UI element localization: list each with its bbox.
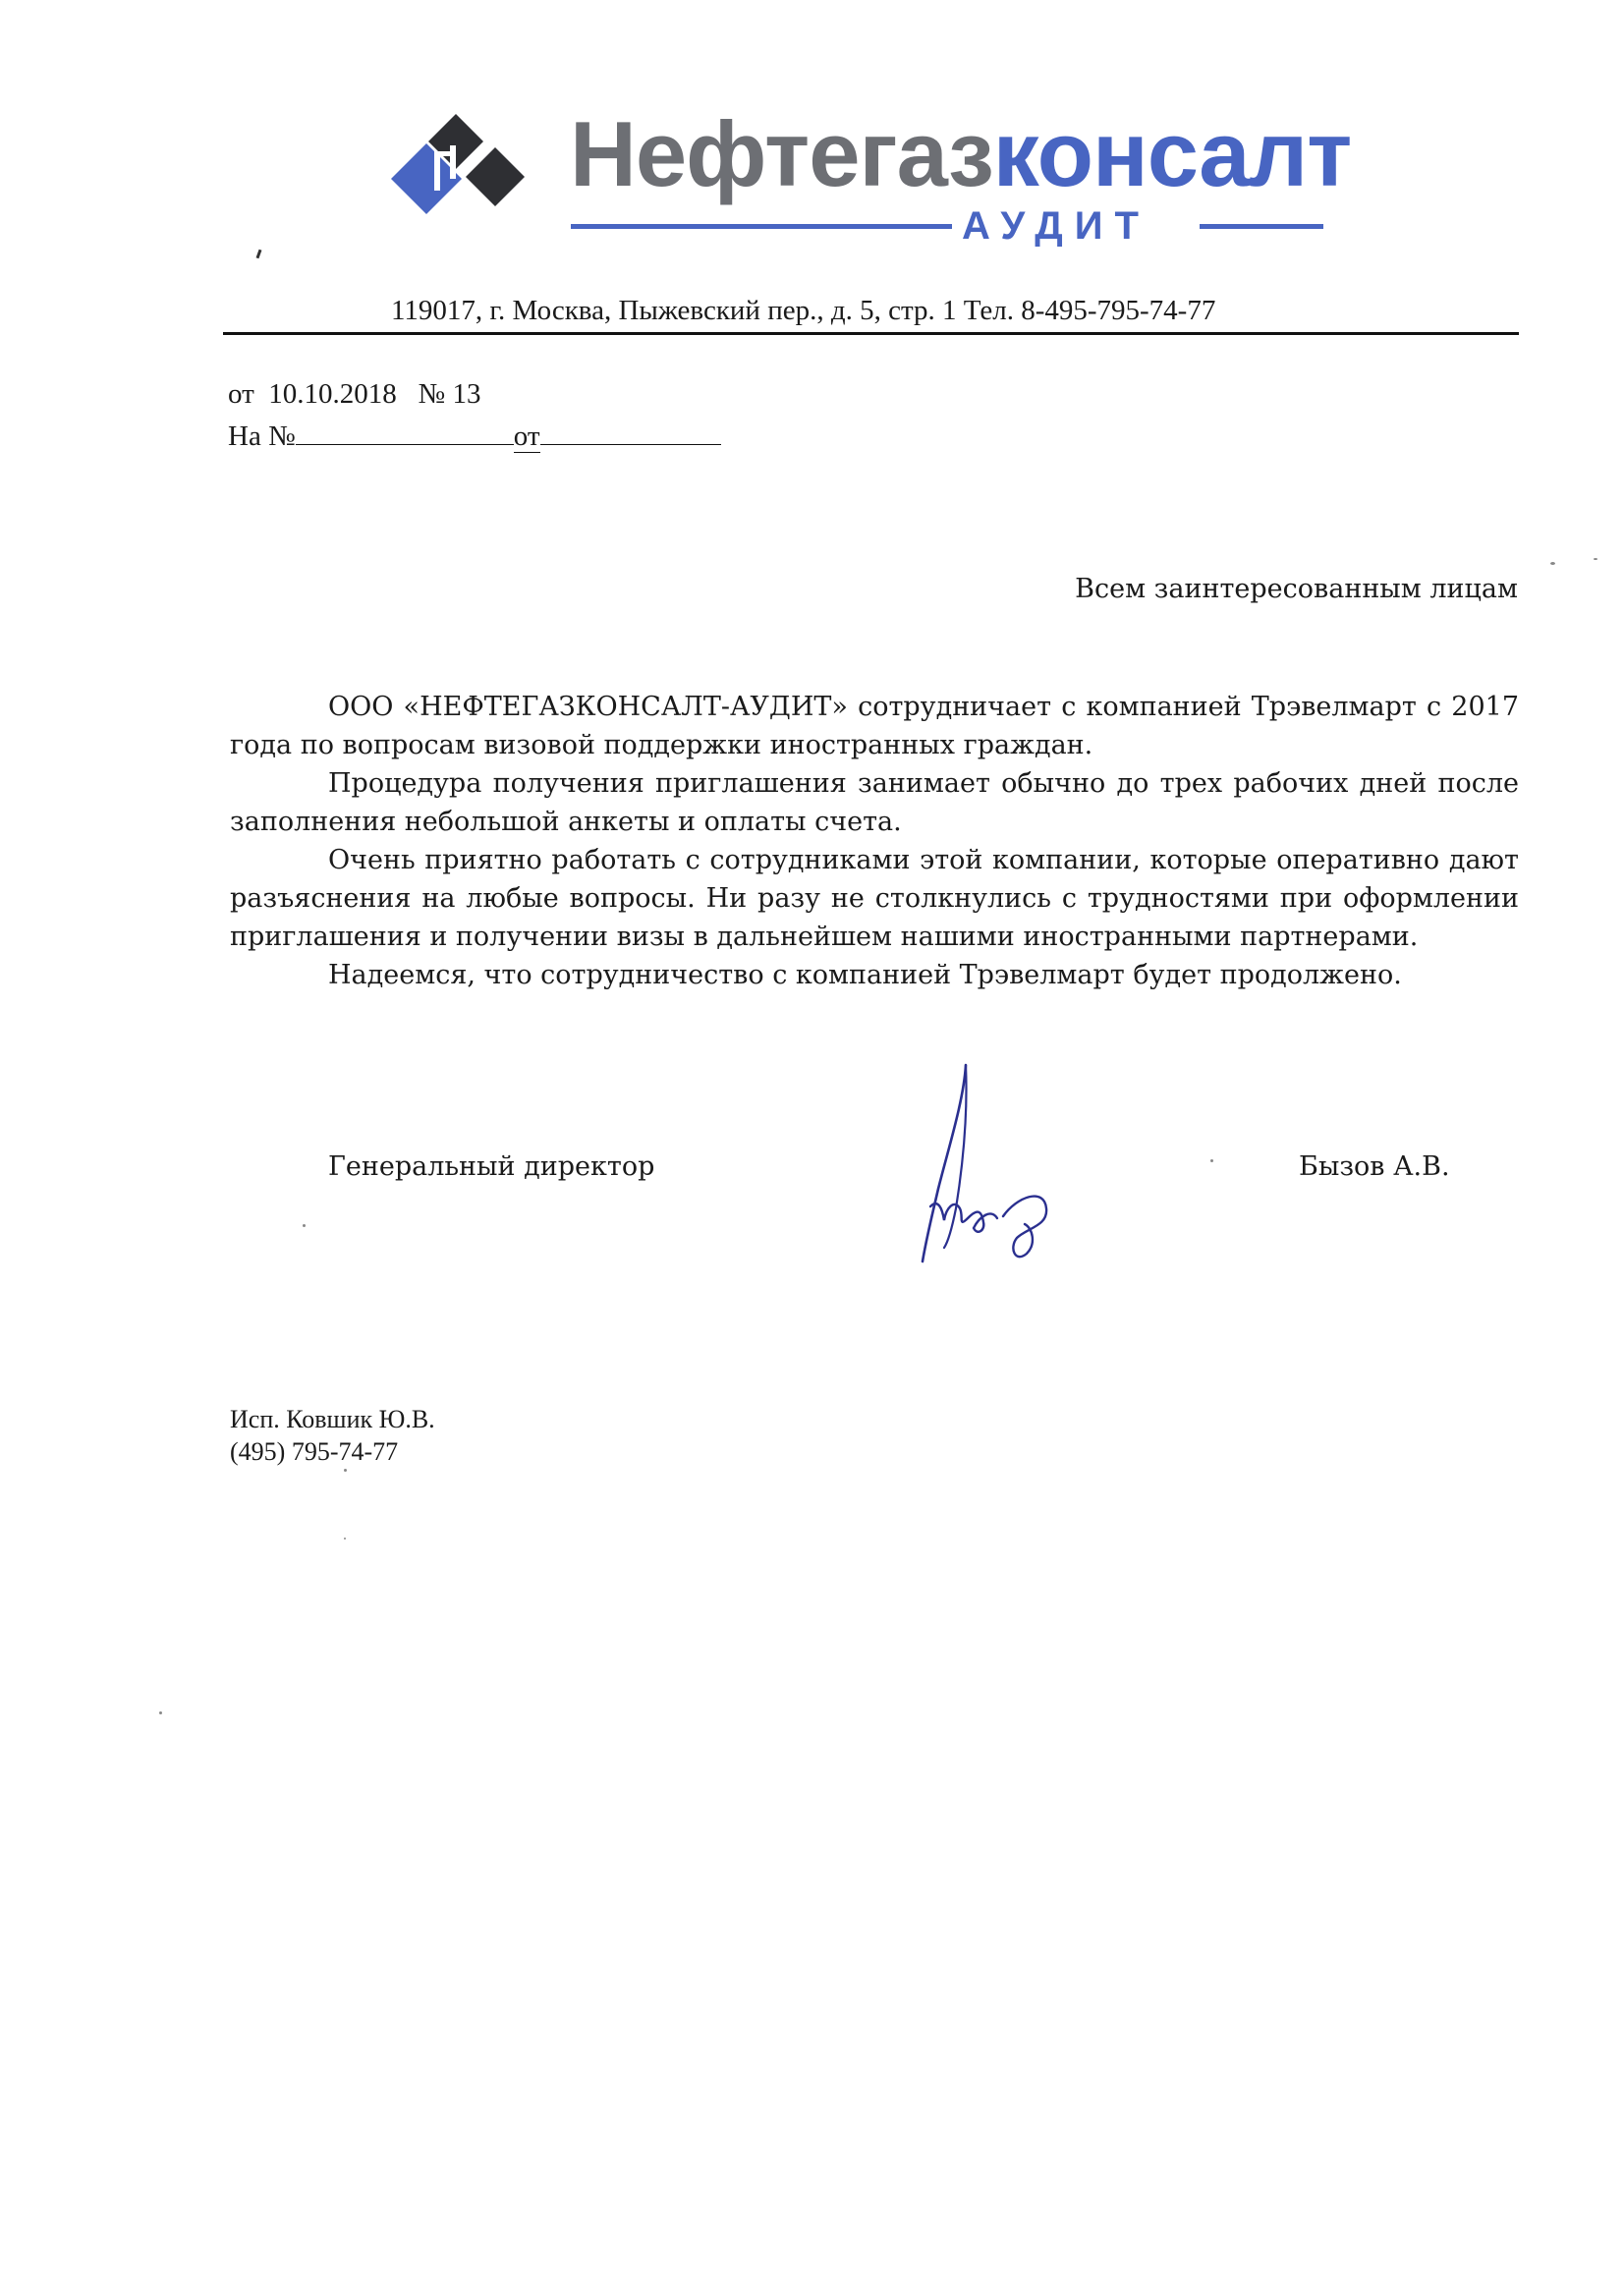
signatory-title: Генеральный директор: [328, 1151, 655, 1182]
letter-body: [230, 688, 1519, 994]
logo-word-part1: Нефтегаз: [570, 102, 993, 205]
logo-subtitle: [571, 204, 1323, 248]
executor-phone: (495) 795-74-77: [230, 1437, 399, 1466]
ref-number-label: №: [418, 378, 446, 410]
scan-mark: [256, 250, 262, 258]
logo-wordmark: [570, 102, 1352, 205]
executor-name: Исп. Ковшик Ю.В.: [230, 1405, 435, 1433]
letterhead-divider: [223, 332, 1519, 335]
reply-number-blank: [296, 420, 514, 445]
body-paragraph: Процедура получения приглашения занимает обычно до трех рабочих дней после заполнения небольшой анкеты и оплаты счета.: [230, 768, 1519, 837]
logo-sub-text: АУДИТ: [962, 204, 1150, 248]
company-logo: [391, 102, 1354, 248]
scan-speck: [1210, 1159, 1213, 1162]
handwritten-signature: [909, 1061, 1066, 1267]
letter-reference: [228, 378, 480, 411]
ref-date: 10.10.2018: [268, 378, 397, 410]
scan-speck: [159, 1711, 162, 1714]
scan-speck: [1550, 562, 1555, 565]
ref-prefix: от: [228, 378, 254, 410]
body-paragraph: Очень приятно работать с сотрудниками этой компании, которые оперативно дают разъяснения на любые вопросы. Ни разу не столкнулись с трудностями при оформлении приглашения и получении визы в дальнейшем нашими иностранными партнерами.: [230, 845, 1519, 952]
addressee: Всем заинтересованным лицам: [1075, 574, 1518, 604]
reply-from-label: от: [513, 420, 540, 452]
signatory-name: Бызов А.В.: [1299, 1151, 1450, 1182]
reply-date-blank: [540, 420, 721, 445]
logo-diamond-mark: [391, 106, 538, 224]
reply-reference: [228, 420, 721, 453]
scan-speck: [344, 1469, 347, 1472]
scan-speck: [344, 1538, 346, 1540]
scan-speck: [1594, 558, 1597, 560]
ref-number: 13: [452, 378, 481, 410]
logo-rule-left: [571, 224, 952, 229]
reply-label: На №: [228, 420, 296, 452]
company-address: 119017, г. Москва, Пыжевский пер., д. 5, стр. 1 Тел. 8-495-795-74-77: [391, 295, 1216, 326]
body-paragraph: ООО «НЕФТЕГАЗКОНСАЛТ-АУДИТ» сотрудничает с компанией Трэвелмарт с 2017 года по вопросам визовой поддержки иностранных граждан.: [230, 692, 1519, 760]
scan-speck: [303, 1224, 306, 1227]
body-paragraph: Надеемся, что сотрудничество с компанией Трэвелмарт будет продолжено.: [328, 960, 1402, 990]
logo-rule-right: [1200, 224, 1323, 229]
logo-word-part2: консалт: [992, 102, 1352, 205]
